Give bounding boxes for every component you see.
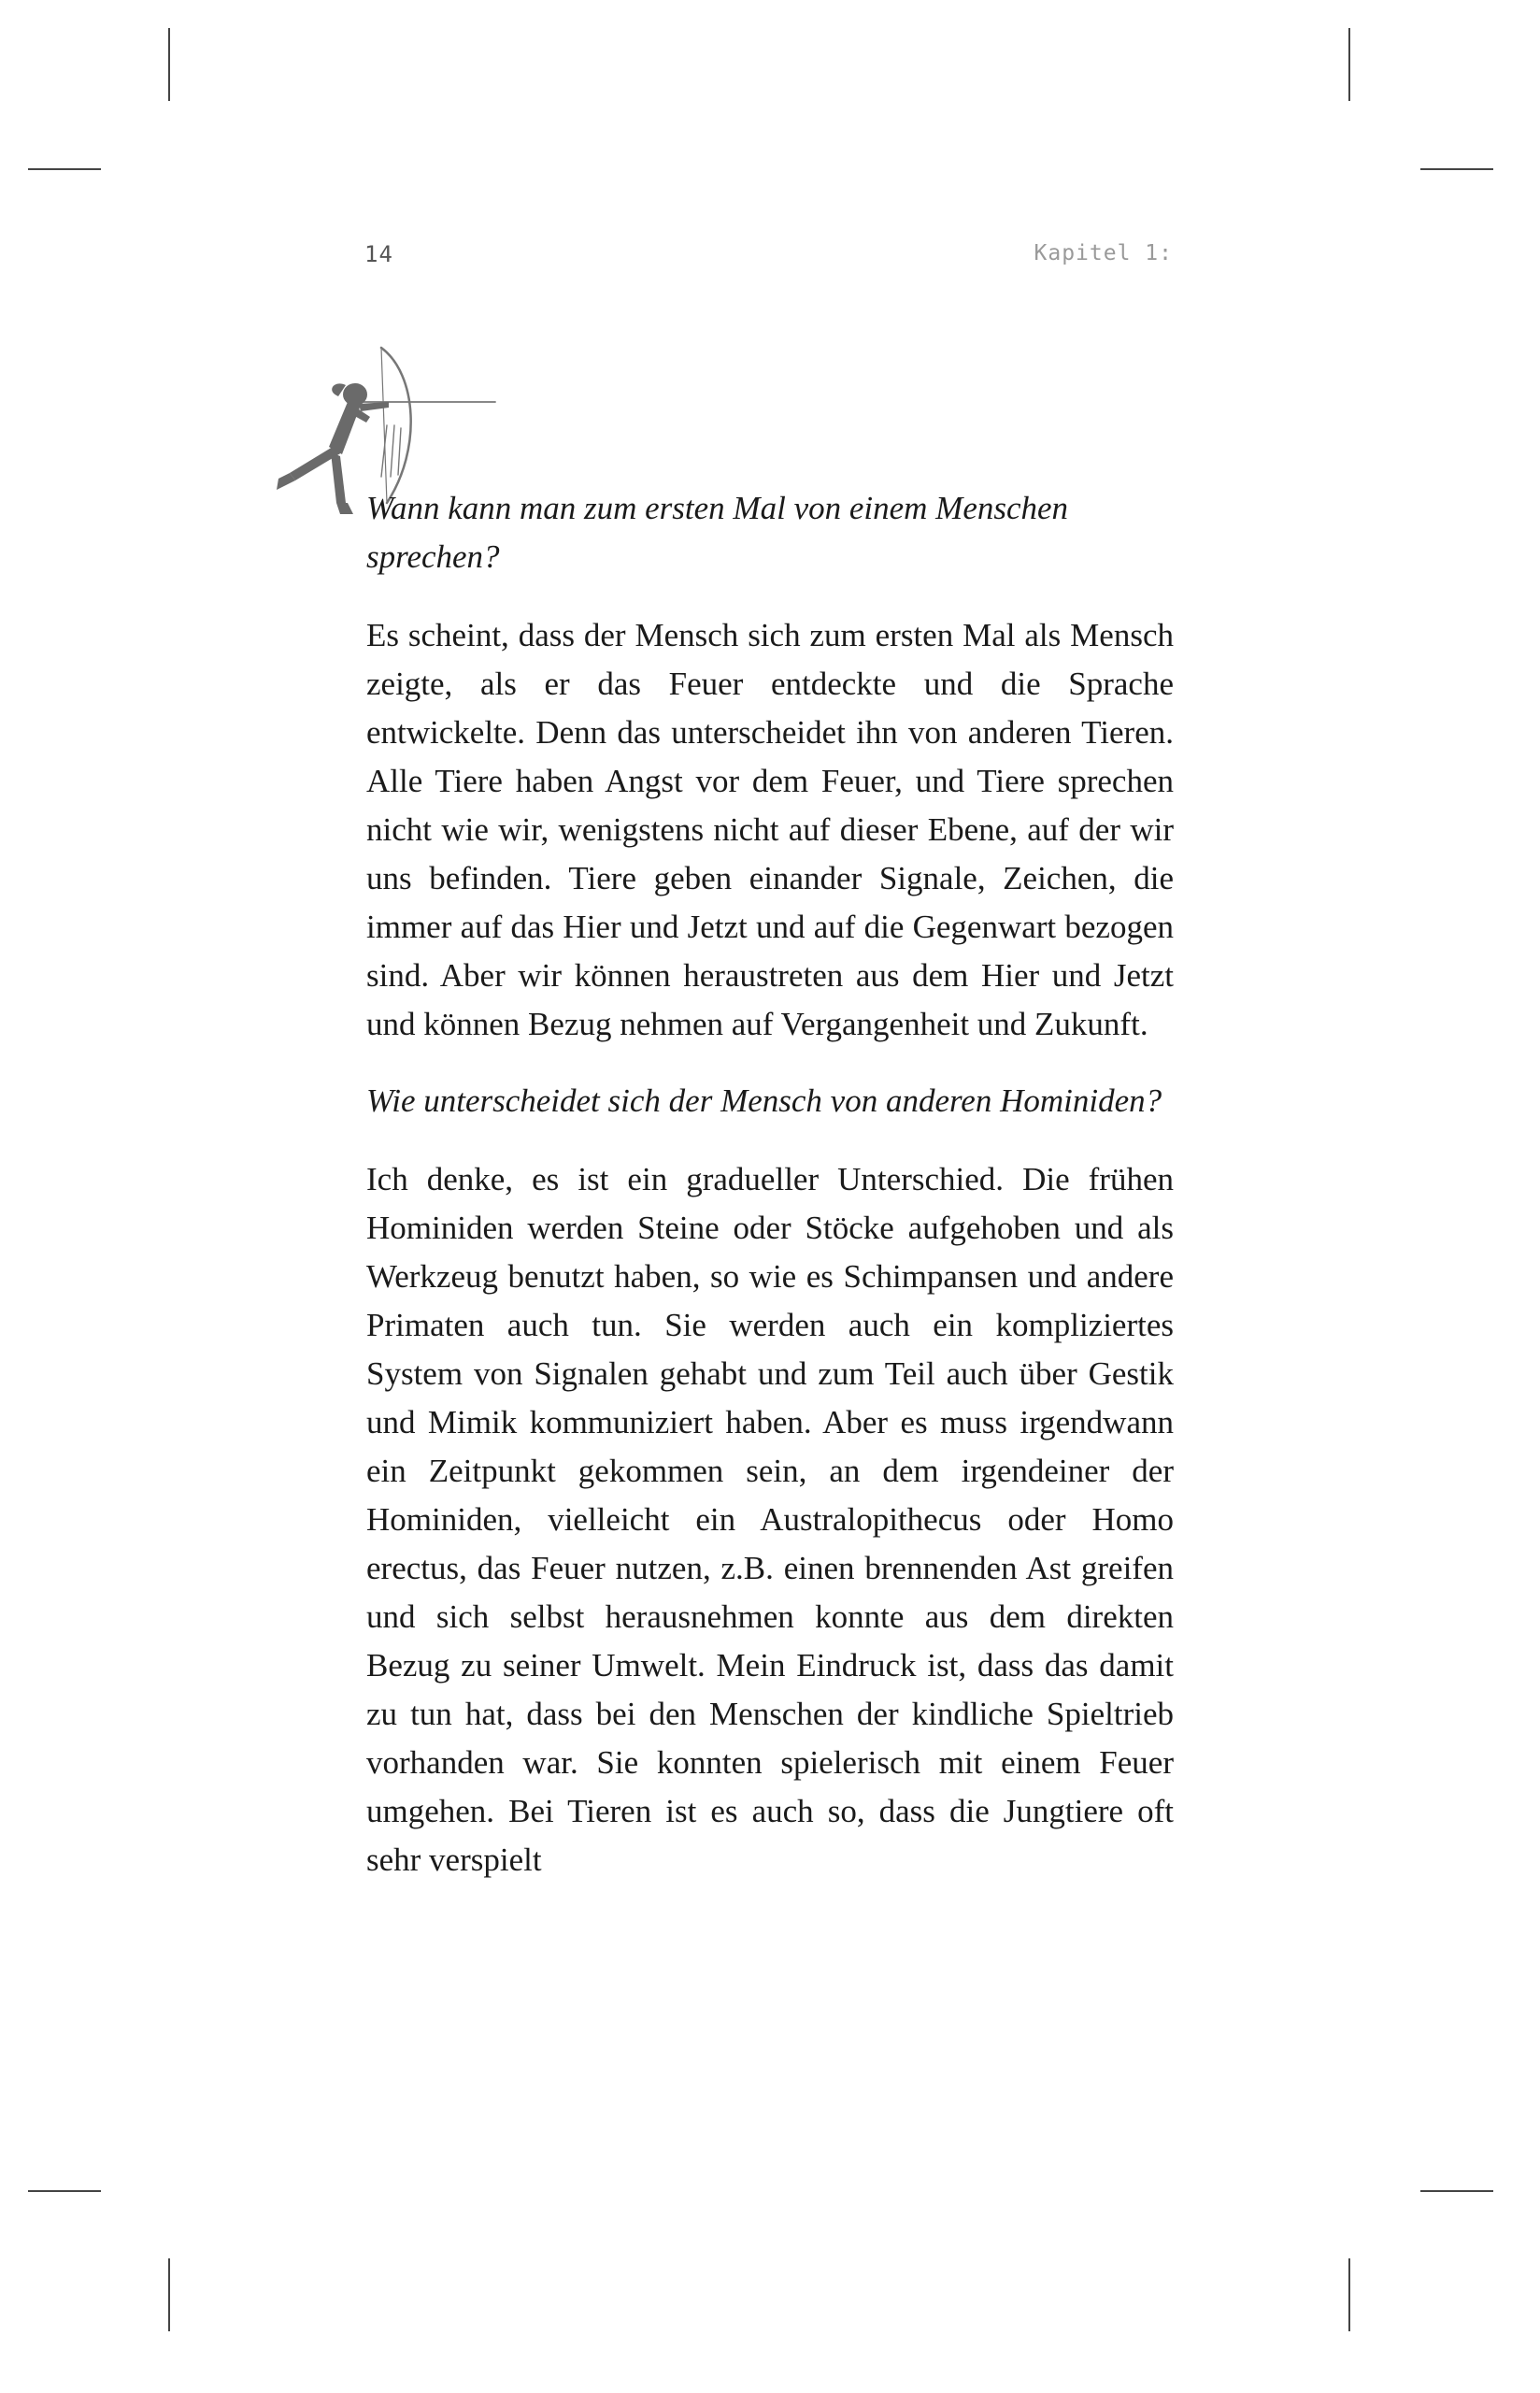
crop-mark-right-top bbox=[1420, 168, 1493, 170]
crop-mark-right-bottom bbox=[1420, 2190, 1493, 2192]
question-heading: Wann kann man zum ersten Mal von einem Menschen sprechen? bbox=[366, 490, 1069, 575]
crop-mark-left-top bbox=[28, 168, 101, 170]
crop-mark-bottom-left bbox=[168, 2258, 170, 2331]
page-number: 14 bbox=[364, 241, 393, 267]
crop-mark-left-bottom bbox=[28, 2190, 101, 2192]
question-heading: Wie unterscheidet sich der Mensch von anderen Hominiden? bbox=[366, 1082, 1162, 1119]
answer-paragraph: Es scheint, dass der Mensch sich zum ersten Mal als Mensch zeigte, als er das Feuer entdeckte und die Sprache entwickelte. Denn das unterscheidet ihn von anderen Tieren. Alle Tiere haben Angst vor dem Feuer, und Tiere sprechen nicht wie wir, wenigstens nicht auf dieser Ebene, auf der wir uns befinden. Tiere geben einander Signale, Zeichen, die immer auf das Hier und Jetzt und auf die Gegenwart bezogen sind. Aber wir können heraustreten aus dem Hier und Jetzt und können Bezug nehmen auf Vergangenheit und Zukunft. bbox=[366, 617, 1174, 1042]
crop-mark-top-left bbox=[168, 28, 170, 101]
crop-mark-top-right bbox=[1348, 28, 1350, 101]
crop-mark-bottom-right bbox=[1348, 2258, 1350, 2331]
answer-paragraph: Ich denke, es ist ein gradueller Unterschied. Die frühen Hominiden werden Steine oder Stöcke aufgehoben und als Werkzeug benutzt haben, so wie es Schimpansen und andere Primaten auch tun. Sie werden auch ein kompliziertes System von Signalen gehabt und zum Teil auch über Gestik und Mimik kommuniziert haben. Aber es muss irgendwann ein Zeitpunkt gekommen sein, an dem irgendeiner der Hominiden, vielleicht ein Australopithecus oder Homo erectus, das Feuer nutzen, z.B. einen brennenden Ast greifen und sich selbst herausnehmen konnte aus dem direkten Bezug zu seiner Umwelt. Mein Eindruck ist, dass das damit zu tun hat, dass bei den Menschen der kindliche Spieltrieb vorhanden war. Sie konnten spielerisch mit einem Feuer umgehen. Bei Tieren ist es auch so, dass die Jungtiere oft sehr verspielt bbox=[366, 1161, 1174, 1878]
page-content bbox=[366, 484, 1174, 1884]
running-head: Kapitel 1: bbox=[1034, 241, 1173, 265]
